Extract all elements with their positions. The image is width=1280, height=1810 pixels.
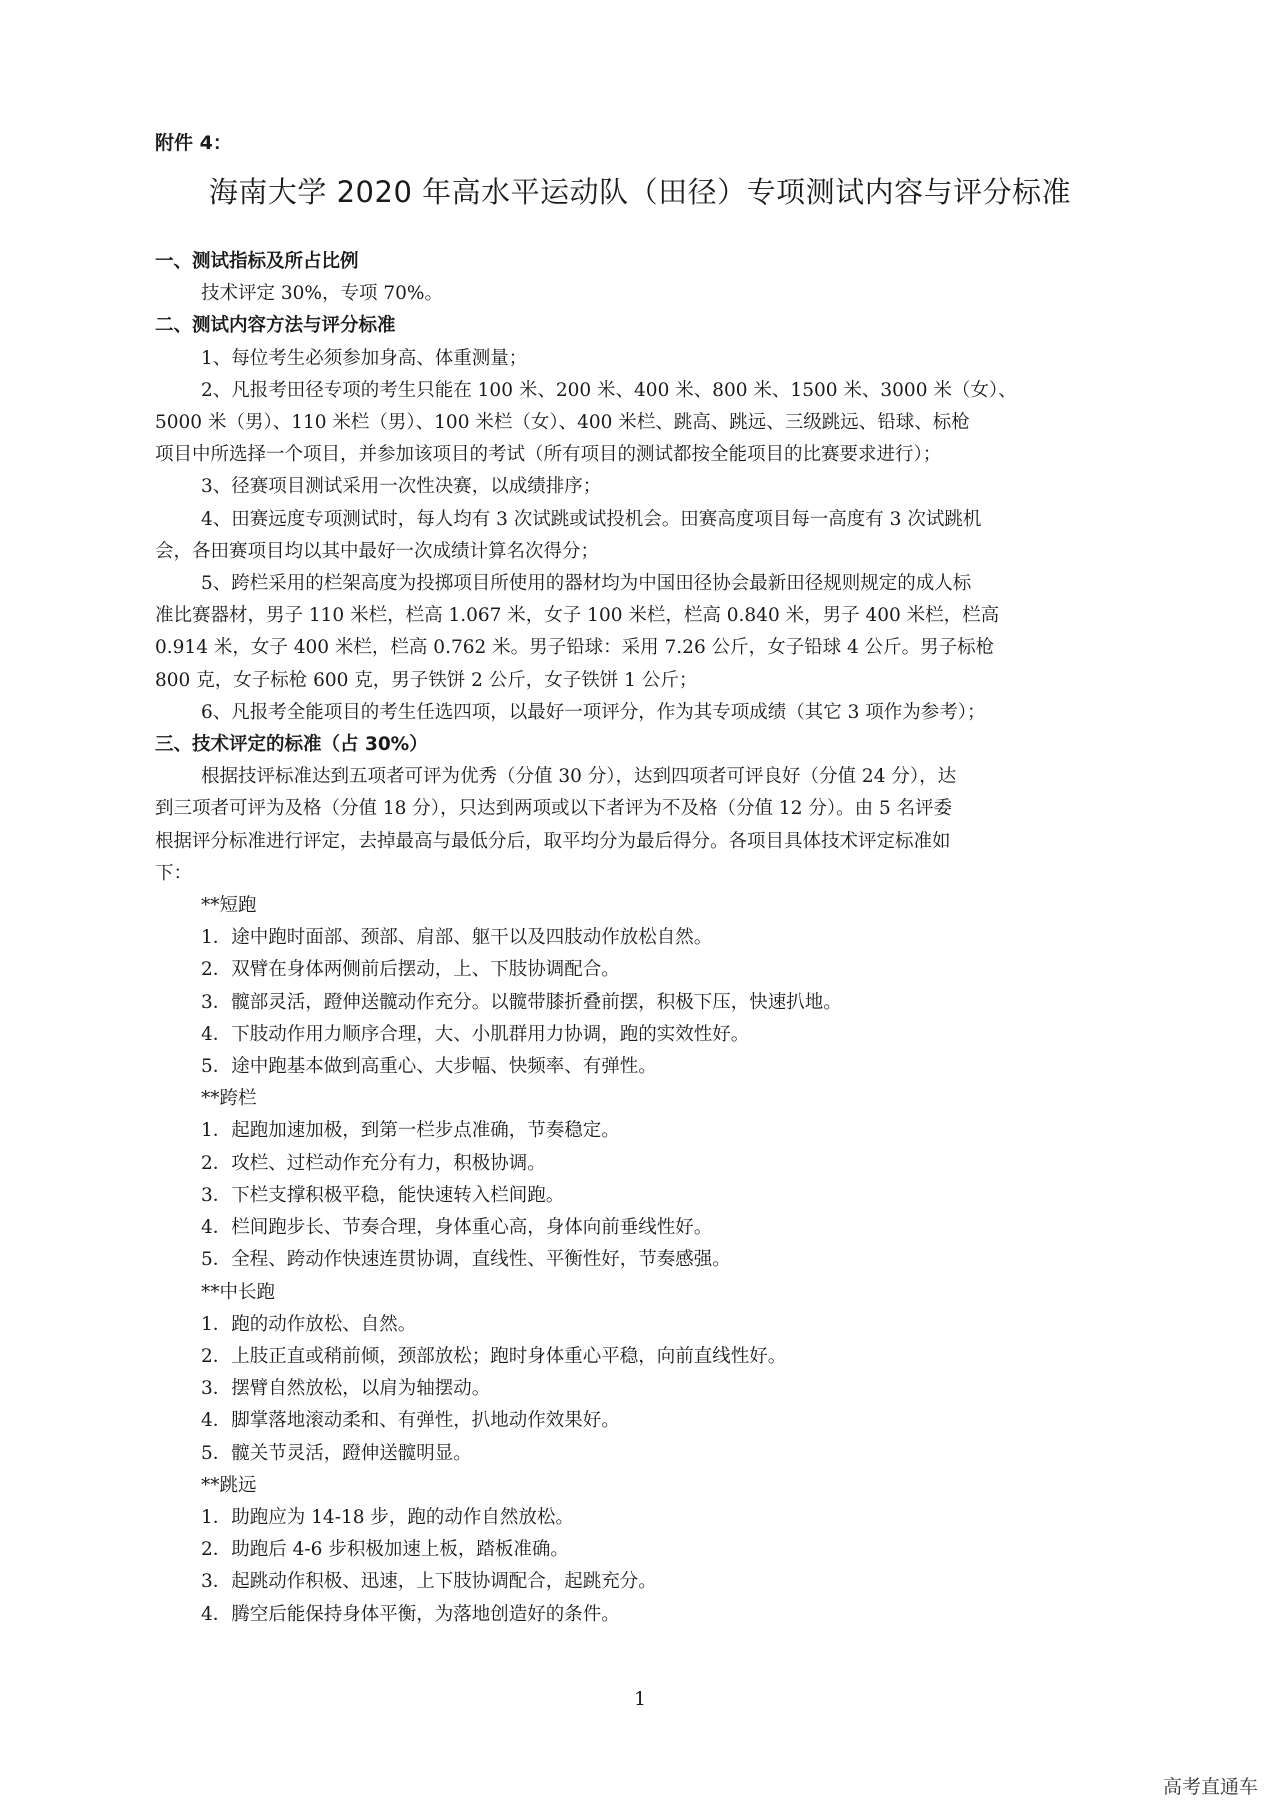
hurdles-item: 3．下栏支撑积极平稳，能快速转入栏间跑。 [201, 1184, 565, 1206]
section-2-line: 准比赛器材，男子 110 米栏，栏高 1.067 米，女子 100 米栏，栏高 0.840 米，男子 400 米栏，栏高 [155, 605, 1000, 627]
section-2-heading: 二、测试内容方法与评分标准 [155, 315, 396, 337]
annex-label: 附件 4： [155, 132, 232, 154]
sprint-item: 2．双臂在身体两侧前后摆动，上、下肢协调配合。 [201, 959, 620, 981]
section-2-line: 5000 米（男）、110 米栏（男）、100 米栏（女）、400 米栏、跳高、跳远、三级跳远、铅球、标枪 [155, 412, 970, 434]
longjump-item: 2．助跑后 4-6 步积极加速上板，踏板准确。 [201, 1539, 569, 1561]
section-2-line: 会，各田赛项目均以其中最好一次成绩计算名次得分； [155, 540, 600, 562]
longjump-heading: **跳远 [201, 1474, 257, 1496]
distance-item: 3．摆臂自然放松，以肩为轴摆动。 [201, 1378, 491, 1400]
longjump-item: 4．腾空后能保持身体平衡，为落地创造好的条件。 [201, 1603, 620, 1625]
section-2-line: 2、凡报考田径专项的考生只能在 100 米、200 米、400 米、800 米、1500 米、3000 米（女）、 [201, 379, 1017, 401]
hurdles-item: 2．攻栏、过栏动作充分有力，积极协调。 [201, 1152, 546, 1174]
section-3-heading: 三、技术评定的标准（占 30%） [155, 734, 428, 756]
sprint-item: 5．途中跑基本做到高重心、大步幅、快频率、有弹性。 [201, 1056, 657, 1078]
sprint-item: 3．髋部灵活，蹬伸送髋动作充分。以髋带膝折叠前摆，积极下压，快速扒地。 [201, 991, 842, 1013]
section-2-line: 800 克，女子标枪 600 克，男子铁饼 2 公斤，女子铁饼 1 公斤； [155, 669, 698, 691]
section-2-line: 5、跨栏采用的栏架高度为投掷项目所使用的器材均为中国田径协会最新田径规则规定的成人标 [201, 573, 972, 595]
section-2-line: 1、每位考生必须参加身高、体重测量； [201, 347, 528, 369]
section-1-heading: 一、测试指标及所占比例 [155, 251, 359, 272]
distance-item: 2．上肢正直或稍前倾，颈部放松；跑时身体重心平稳，向前直线性好。 [201, 1345, 787, 1367]
document-title: 海南大学 2020 年高水平运动队（田径）专项测试内容与评分标准 [208, 175, 1072, 209]
section-3-line: 到三项者可评为及格（分值 18 分），只达到两项或以下者评为不及格（分值 12 分）。由 5 名评委 [155, 798, 953, 820]
distance-item: 4．脚掌落地滚动柔和、有弹性，扒地动作效果好。 [201, 1410, 620, 1432]
section-2-line: 4、田赛远度专项测试时，每人均有 3 次试跳或试投机会。田赛高度项目每一高度有 3 次试跳机 [201, 508, 982, 530]
longjump-item: 3．起跳动作积极、迅速，上下肢协调配合，起跳充分。 [201, 1571, 657, 1593]
sprint-item: 4．下肢动作用力顺序合理，大、小肌群用力协调，跑的实效性好。 [201, 1023, 750, 1045]
longjump-item: 1．助跑应为 14-18 步，跑的动作自然放松。 [201, 1506, 574, 1528]
section-3-line: 根据评分标准进行评定，去掉最高与最低分后，取平均分为最后得分。各项目具体技术评定标准如 [155, 830, 951, 852]
section-2-line: 6、凡报考全能项目的考生任选四项，以最好一项评分，作为其专项成绩（其它 3 项作为参考）； [201, 701, 986, 723]
distance-item: 1．跑的动作放松、自然。 [201, 1313, 417, 1335]
distance-heading: **中长跑 [201, 1281, 276, 1303]
section-3-line: 下： [155, 862, 193, 884]
hurdles-item: 1．起跑加速加极，到第一栏步点准确，节奏稳定。 [201, 1120, 620, 1142]
document-body [155, 246, 1140, 1631]
section-1-text: 技术评定 30%，专项 70%。 [201, 283, 444, 305]
section-3-line: 根据技评标准达到五项者可评为优秀（分值 30 分），达到四项者可评良好（分值 24 分），达 [201, 766, 957, 788]
section-2-line: 项目中所选择一个项目，并参加该项目的考试（所有项目的测试都按全能项目的比赛要求进行）； [155, 444, 942, 466]
distance-item: 5．髋关节灵活，蹬伸送髋明显。 [201, 1442, 472, 1464]
page-number: 1 [633, 1688, 647, 1710]
sprint-item: 1．途中跑时面部、颈部、肩部、躯干以及四肢动作放松自然。 [201, 927, 713, 949]
watermark: 高考直通车 [1162, 1776, 1258, 1798]
hurdles-item: 5．全程、跨动作快速连贯协调，直线性、平衡性好，节奏感强。 [201, 1249, 731, 1271]
hurdles-item: 4．栏间跑步长、节奏合理，身体重心高，身体向前垂线性好。 [201, 1217, 713, 1239]
hurdles-heading: **跨栏 [201, 1088, 257, 1110]
section-2-line: 3、径赛项目测试采用一次性决赛，以成绩排序； [201, 476, 602, 498]
sprint-heading: **短跑 [201, 895, 257, 917]
section-2-line: 0.914 米，女子 400 米栏，栏高 0.762 米。男子铅球：采用 7.26 公斤，女子铅球 4 公斤。男子标枪 [155, 637, 995, 659]
